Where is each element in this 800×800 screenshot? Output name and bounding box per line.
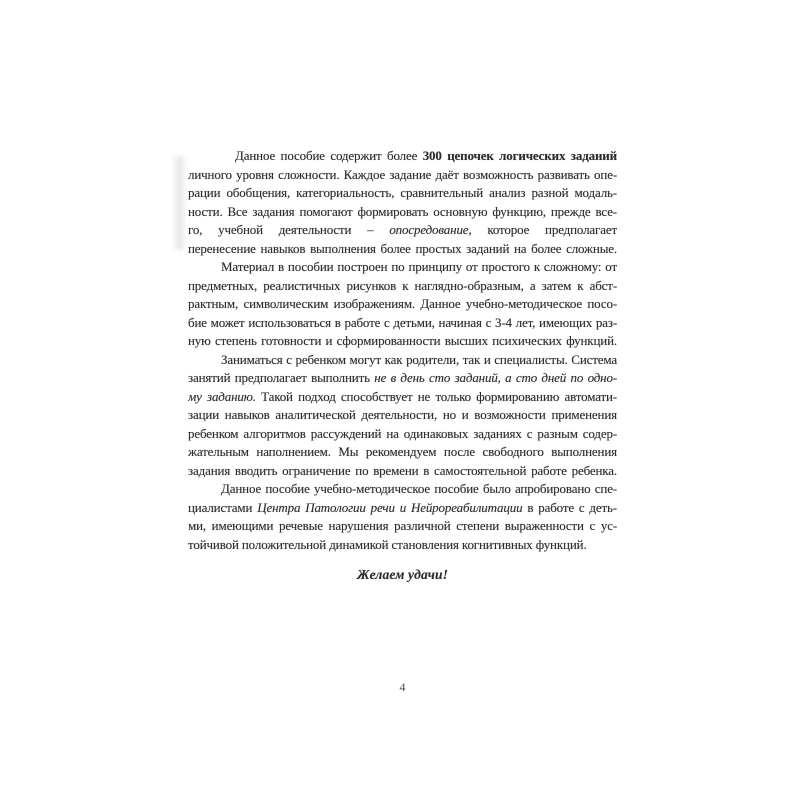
text-line xyxy=(188,184,617,203)
paragraph xyxy=(188,147,617,258)
text-line xyxy=(188,351,617,370)
text-line xyxy=(188,369,617,388)
text-segment: жательным наполнением. Мы рекомендуем после свободного выполнения xyxy=(188,444,617,459)
text-line xyxy=(188,332,617,351)
paragraph xyxy=(188,258,617,351)
paragraph xyxy=(188,351,617,481)
text-segment: занятий предполагает выполнить xyxy=(188,370,375,385)
body-paragraphs xyxy=(188,147,617,554)
closing-wish-line: Желаем удачи! xyxy=(357,567,448,582)
text-line xyxy=(188,462,617,481)
text-segment: задания вводить ограничение по времени в самостоятельной работе ребенка. xyxy=(188,462,617,478)
text-segment: ребенком алгоритмов рассуждений на одинаковых заданиях с разным содер- xyxy=(188,425,617,441)
text-segment: Такой подход способствует не только формированию автомати- xyxy=(255,388,617,404)
text-line xyxy=(188,203,617,222)
text-line xyxy=(188,480,617,499)
text-segment: Заниматься с ребенком могут как родители, так и специалисты. Система xyxy=(221,351,617,367)
text-line xyxy=(188,166,617,185)
text-segment: ми, имеющими речевые нарушения различной степени выраженности с ус- xyxy=(188,518,617,533)
text-segment: зации навыков аналитической деятельности, но и возможности применения xyxy=(188,407,617,422)
text-line xyxy=(188,277,617,296)
text-line xyxy=(188,499,617,518)
text-segment: перенесение навыков выполнения более простых заданий на более сложные. xyxy=(188,240,617,256)
text-segment: Данное пособие учебно-методическое пособие было апробировано спе- xyxy=(221,481,617,496)
text-line xyxy=(188,314,617,333)
text-line xyxy=(188,258,617,277)
paragraph xyxy=(188,480,617,554)
text-segment: , которое предполагает xyxy=(468,222,617,237)
text-segment: рации обобщения, категориальность, сравнительный анализ разной модаль- xyxy=(188,185,617,200)
text-line xyxy=(188,517,617,536)
text-segment: Центра Патологии речи и Нейрореабилитации xyxy=(257,499,523,515)
text-segment: циалистами xyxy=(188,499,258,515)
scan-smudge-artifact xyxy=(171,156,187,250)
text-segment: тойчивой положительной динамикой становления когнитивных функций. xyxy=(188,536,587,552)
text-segment: не в день сто заданий, а сто дней по одно- xyxy=(374,370,617,385)
text-line xyxy=(188,221,617,240)
text-line xyxy=(188,388,617,407)
text-segment: му заданию. xyxy=(188,388,256,404)
text-segment: предметных, реалистичных рисунков к наглядно-образным, а затем к абст- xyxy=(188,277,617,293)
text-line xyxy=(188,425,617,444)
text-line xyxy=(188,443,617,462)
text-segment: рактным, символическим изображениям. Данное учебно-методическое посо- xyxy=(188,296,617,311)
text-segment: ную степень готовности и сформированности высших психических функций. xyxy=(188,333,617,348)
text-segment: в работе с деть- xyxy=(522,499,617,515)
text-segment: го, учебной деятельности – xyxy=(188,222,390,237)
text-line xyxy=(188,536,617,555)
text-line xyxy=(188,295,617,314)
text-line xyxy=(188,147,617,166)
text-segment: 300 цепочек логических заданий xyxy=(422,148,617,163)
text-segment: ности. Все задания помогают формировать основную функцию, прежде все- xyxy=(188,203,617,219)
text-segment: опосредование xyxy=(389,222,469,237)
text-line xyxy=(188,240,617,259)
page-text-block xyxy=(188,147,617,584)
text-segment: бие может использоваться в работе с детьми, начиная с 3-4 лет, имеющих раз- xyxy=(188,314,617,330)
text-segment: Данное пособие содержит более xyxy=(235,148,423,163)
text-segment: Материал в пособии построен по принципу от простого к сложному: от xyxy=(221,259,617,274)
text-line xyxy=(188,406,617,425)
text-segment: личного уровня сложности. Каждое задание даёт возможность развивать опе- xyxy=(188,166,617,182)
page-number: 4 xyxy=(399,680,406,694)
